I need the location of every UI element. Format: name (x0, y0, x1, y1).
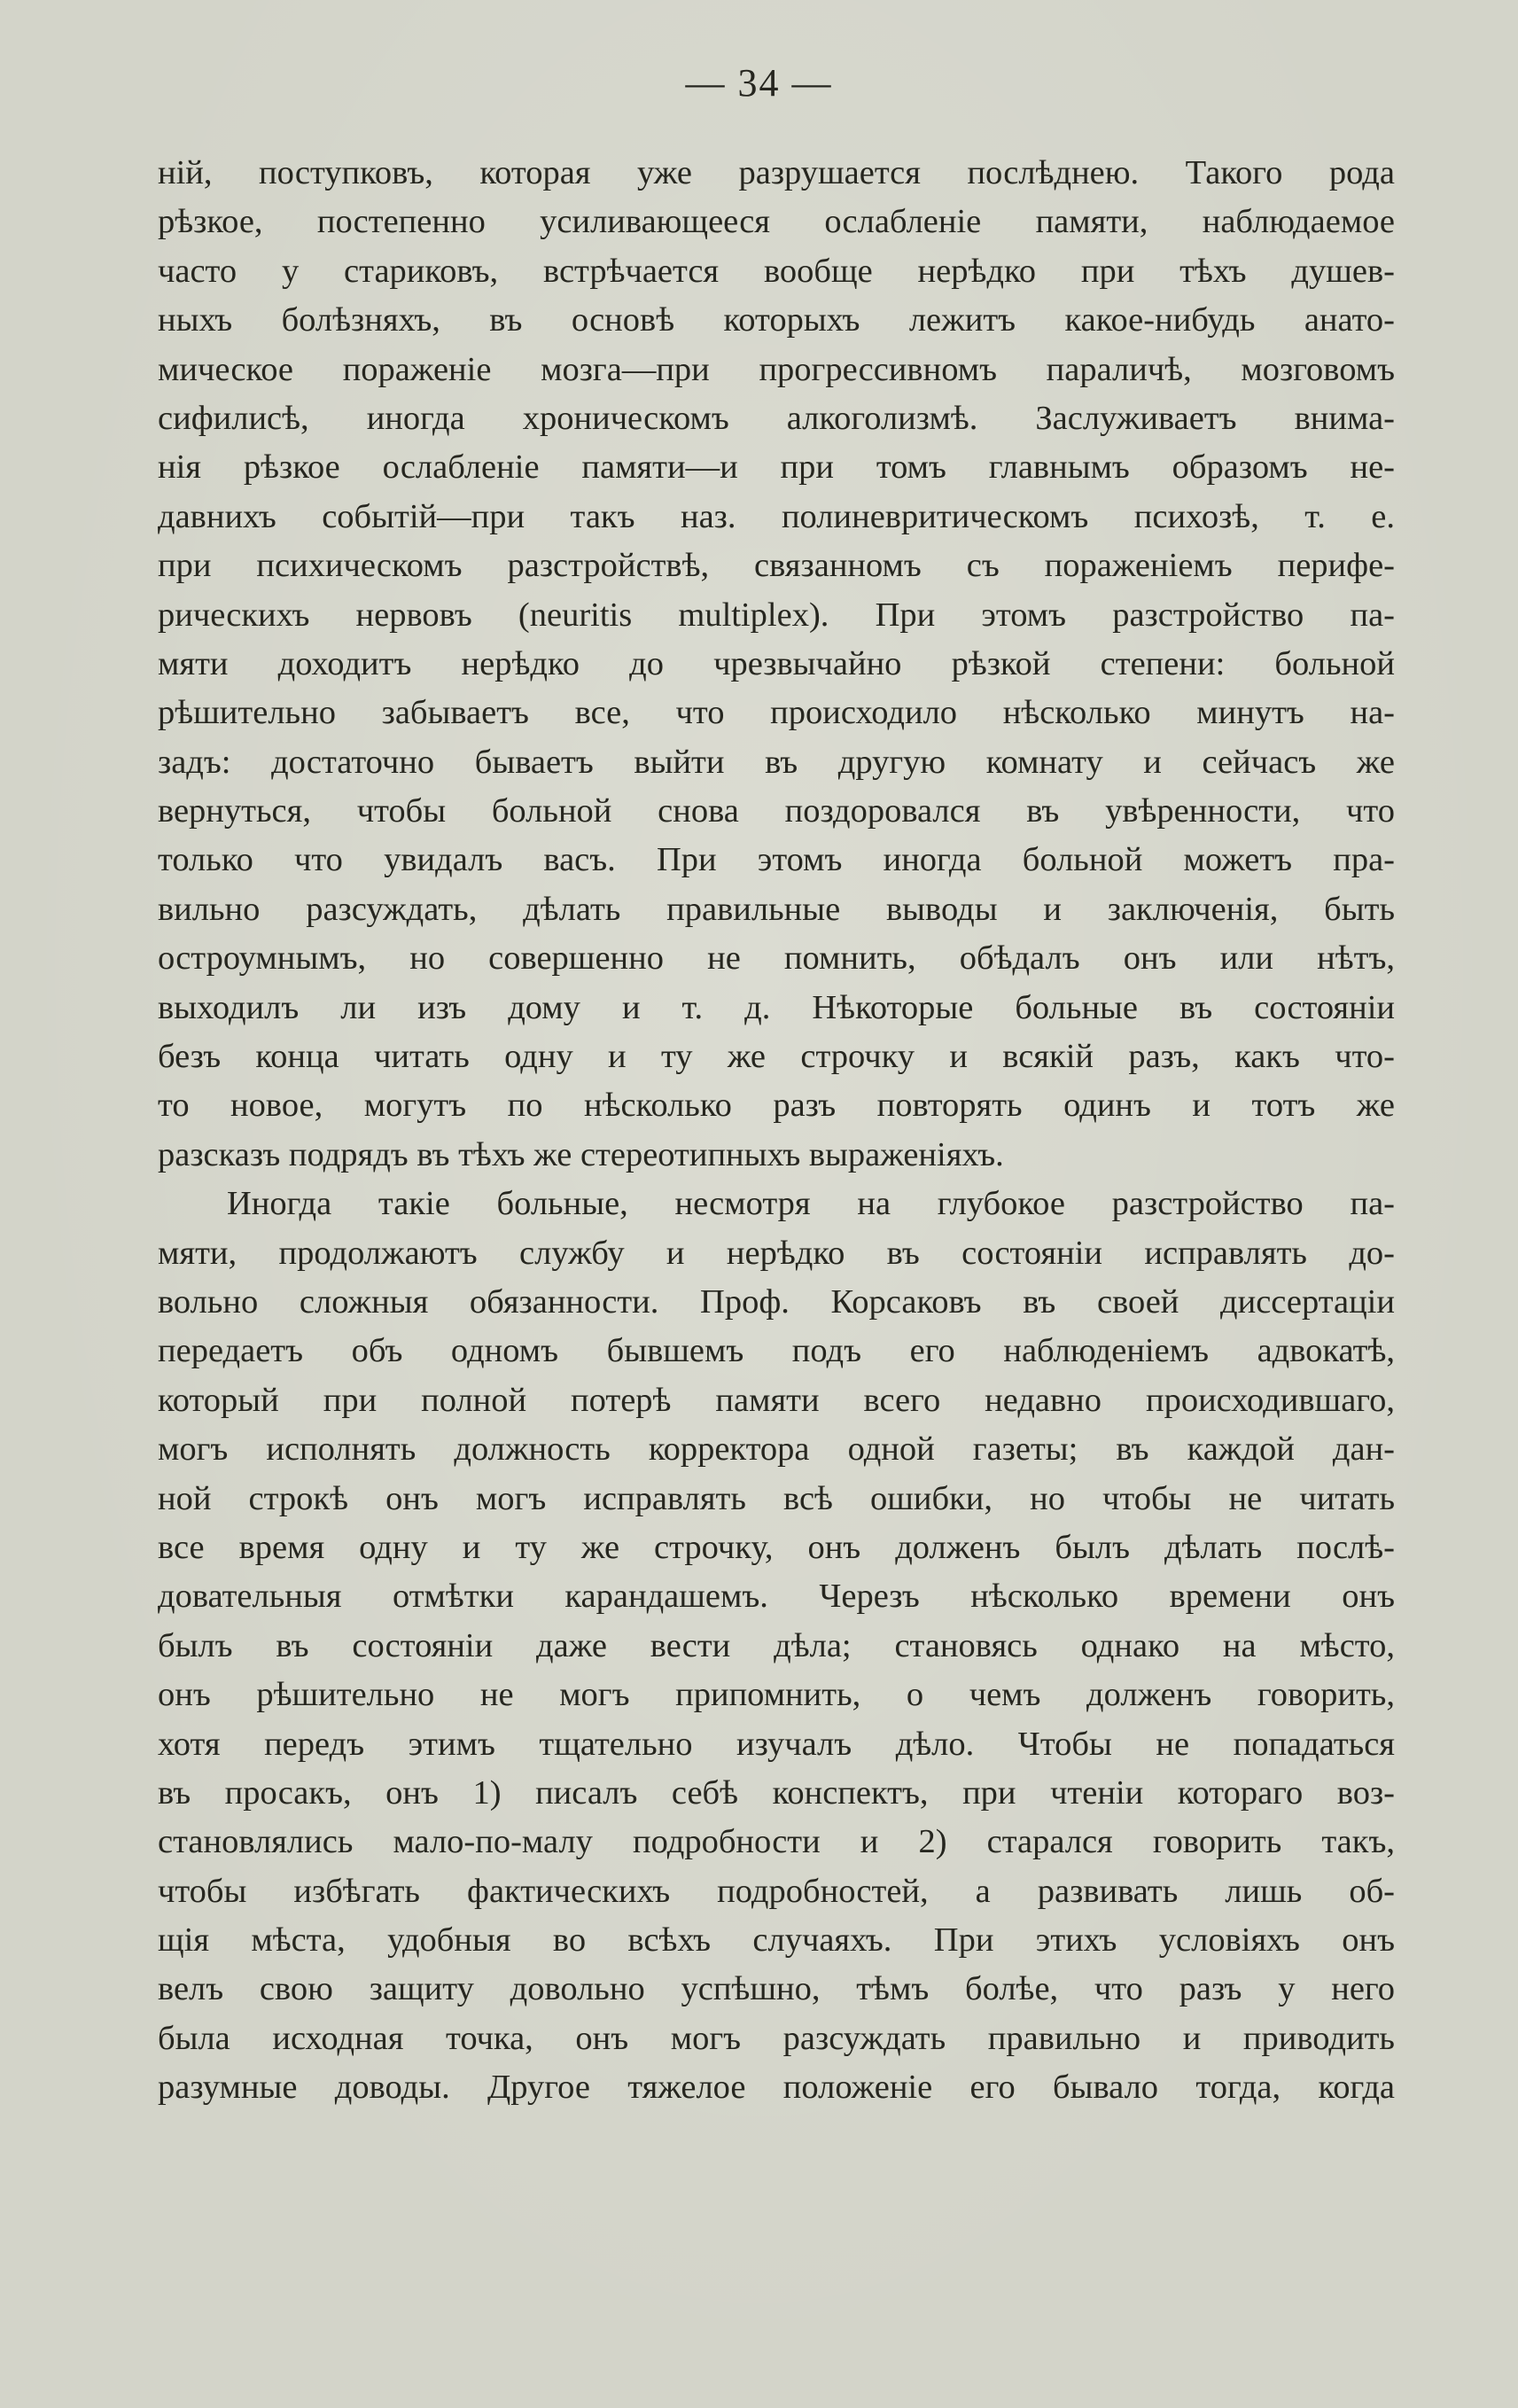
text-line: могъ исполнять должность корректора одной газеты; въ каждой дан- (158, 1430, 1395, 1469)
text-line: ныхъ болѣзняхъ, въ основѣ которыхъ лежитъ какое-нибудь анато- (158, 301, 1395, 339)
text-line: вольно сложныя обязанности. Проф. Корсаковъ въ своей диссертаціи (158, 1282, 1395, 1321)
text-line: велъ свою защиту довольно успѣшно, тѣмъ болѣе, что разъ у него (158, 1970, 1395, 2008)
text-line: чтобы избѣгать фактическихъ подробностей, а развивать лишь об- (158, 1872, 1395, 1910)
text-line: передаетъ объ одномъ бывшемъ подъ его наблюденіемъ адвокатѣ, (158, 1332, 1395, 1370)
text-line: былъ въ состояніи даже вести дѣла; становясь однако на мѣсто, (158, 1626, 1395, 1664)
text-line: ній, поступковъ, которая уже разрушается послѣднею. Такого рода (158, 154, 1395, 191)
text-line: часто у стариковъ, встрѣчается вообще нерѣдко при тѣхъ душев- (158, 252, 1395, 290)
text-line: мическое пораженіе мозга—при прогрессивномъ параличѣ, мозговомъ (158, 350, 1395, 388)
text-line: все время одну и ту же строчку, онъ долженъ былъ дѣлать послѣ- (158, 1528, 1395, 1566)
text-line: при психическомъ разстройствѣ, связанномъ съ пораженіемъ перифе- (158, 547, 1395, 585)
text-line: разумные доводы. Другое тяжелое положеніе его бывало тогда, когда (158, 2069, 1395, 2107)
page-number: — 34 — (685, 61, 833, 105)
text-line: мяти, продолжаютъ службу и нерѣдко въ состояніи исправлять до- (158, 1234, 1395, 1272)
text-line: рѣзкое, постепенно усиливающееся ослабленіе памяти, наблюдаемое (158, 203, 1395, 241)
text-line: была исходная точка, онъ могъ разсуждать правильно и приводить (158, 2019, 1395, 2057)
text-line: вильно разсуждать, дѣлать правильные выводы и заключенія, быть (158, 890, 1395, 928)
paragraph-end-line: разсказъ подрядъ въ тѣхъ же стереотипныхъ выраженіяхъ. (158, 1135, 1004, 1173)
text-line: то новое, могутъ по нѣсколько разъ повторять одинъ и тотъ же (158, 1087, 1395, 1125)
text-line: мяти доходитъ нерѣдко до чрезвычайно рѣзкой степени: больной (158, 644, 1395, 682)
text-line: хотя передъ этимъ тщательно изучалъ дѣло. Чтобы не попадаться (158, 1725, 1395, 1763)
text-line: выходилъ ли изъ дому и т. д. Нѣкоторые больные въ состояніи (158, 988, 1395, 1026)
text-line: рическихъ нервовъ (neuritis multiplex). При этомъ разстройство па- (158, 596, 1395, 634)
text-line: вернуться, чтобы больной снова поздоровался въ увѣренности, что (158, 792, 1395, 830)
text-line: ной строкѣ онъ могъ исправлять всѣ ошибки, но чтобы не читать (158, 1479, 1395, 1517)
text-line: давнихъ событій—при такъ наз. полиневритическомъ психозѣ, т. е. (158, 497, 1395, 535)
text-line: довательныя отмѣтки карандашемъ. Черезъ нѣсколько времени онъ (158, 1578, 1395, 1616)
text-line: который при полной потерѣ памяти всего недавно происходившаго, (158, 1381, 1395, 1419)
text-line: нія рѣзкое ослабленіе памяти—и при томъ главнымъ образомъ не- (158, 448, 1395, 487)
text-line: онъ рѣшительно не могъ припомнить, о чемъ долженъ говорить, (158, 1676, 1395, 1714)
text-line: сифилисѣ, иногда хроническомъ алкоголизмѣ. Заслуживаетъ внима- (158, 399, 1395, 437)
text-line: рѣшительно забываетъ все, что происходило нѣсколько минутъ на- (158, 694, 1395, 732)
text-line: задъ: достаточно бываетъ выйти въ другую комнату и сейчасъ же (158, 743, 1395, 781)
text-line: въ просакъ, онъ 1) писалъ себѣ конспектъ, при чтеніи котораго воз- (158, 1773, 1395, 1812)
text-line: становлялись мало-по-малу подробности и 2) старался говорить такъ, (158, 1823, 1395, 1861)
text-line: только что увидалъ васъ. При этомъ иногда больной можетъ пра- (158, 841, 1395, 879)
paragraph-start-line: Иногда такіе больные, несмотря на глубокое разстройство па- (227, 1185, 1395, 1223)
text-line: остроумнымъ, но совершенно не помнить, обѣдалъ онъ или нѣтъ, (158, 939, 1395, 978)
text-line: щія мѣста, удобныя во всѣхъ случаяхъ. При этихъ условіяхъ онъ (158, 1921, 1395, 1960)
text-line: безъ конца читать одну и ту же строчку и всякій разъ, какъ что- (158, 1038, 1395, 1076)
body-text (158, 149, 1395, 2113)
